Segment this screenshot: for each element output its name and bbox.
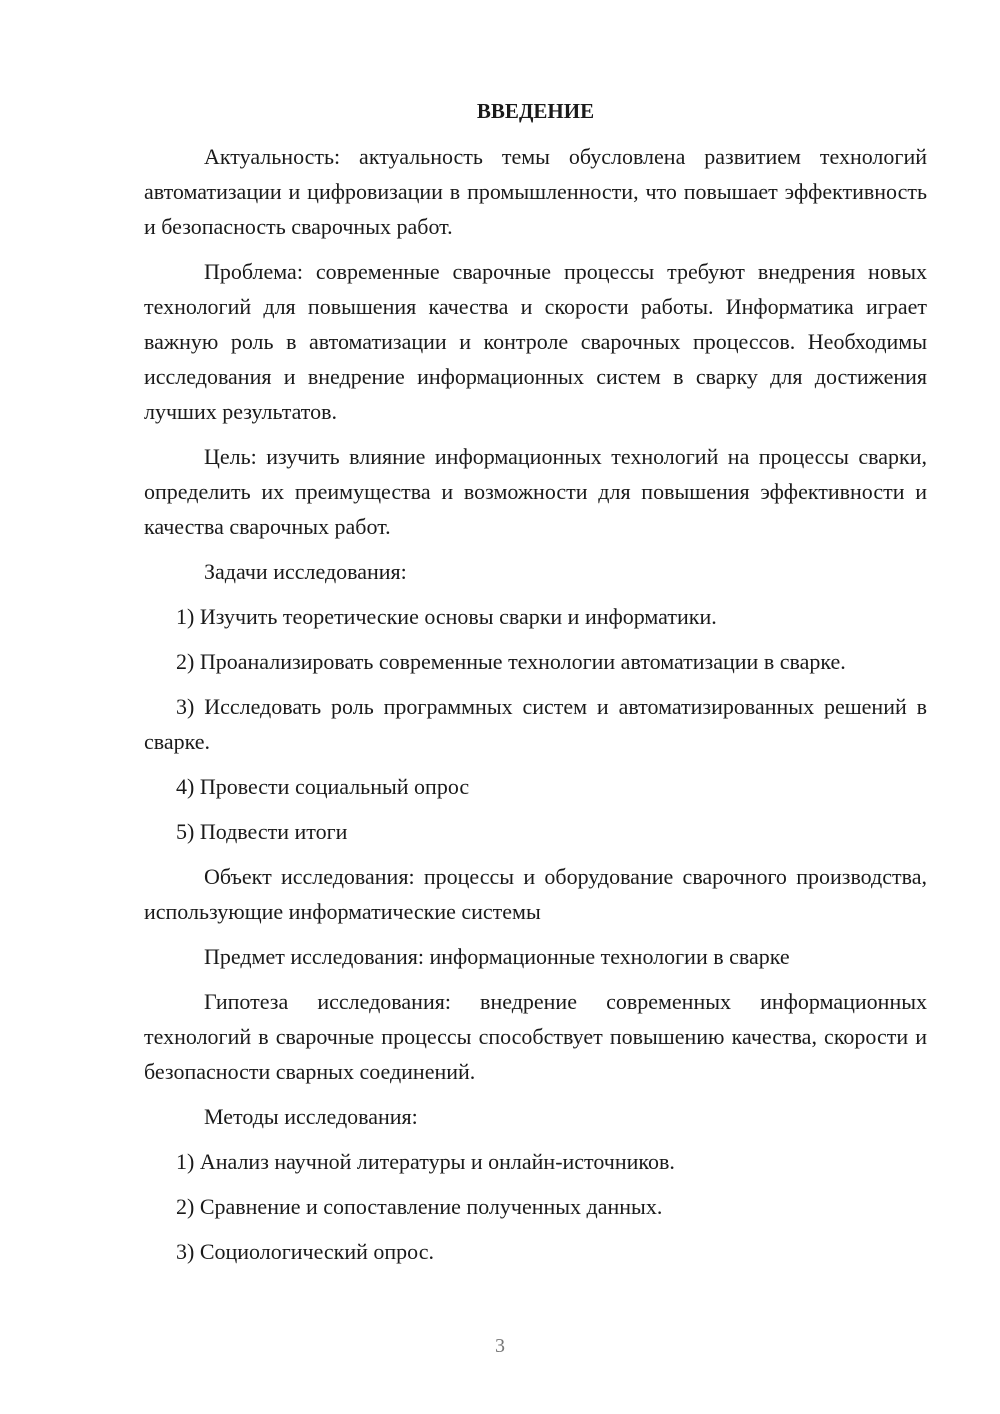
page-title: ВВЕДЕНИЕ: [476, 99, 595, 123]
paragraph-methods-heading: Методы исследования:: [204, 1104, 418, 1129]
list-item: 3) Исследовать роль программных систем и автоматизированных решений в сварке.: [144, 694, 927, 754]
page-number: 3: [495, 1335, 505, 1357]
list-item: 2) Проанализировать современные технологии автоматизации в сварке.: [176, 649, 846, 674]
paragraph-hypothesis: Гипотеза исследования: внедрение современных информационных технологий в сварочные процессы способствует повышению качества, скорости и безопасности сварных соединений.: [144, 989, 927, 1084]
paragraph-relevance: Актуальность: актуальность темы обусловлена развитием технологий автоматизации и цифровизации в промышленности, что повышает эффективность и безопасность сварочных работ.: [144, 144, 927, 239]
list-item: 3) Социологический опрос.: [176, 1239, 434, 1264]
list-item: 1) Анализ научной литературы и онлайн-источников.: [176, 1149, 675, 1174]
page-content: [144, 94, 927, 1279]
list-item: 5) Подвести итоги: [176, 819, 348, 844]
paragraph-tasks-heading: Задачи исследования:: [204, 559, 407, 584]
paragraph-object: Объект исследования: процессы и оборудование сварочного производства, использующие информатические системы: [144, 864, 927, 924]
list-item: 4) Провести социальный опрос: [176, 774, 470, 799]
paragraph-subject: Предмет исследования: информационные технологии в сварке: [204, 944, 790, 969]
list-item: 1) Изучить теоретические основы сварки и информатики.: [176, 604, 717, 629]
list-item: 2) Сравнение и сопоставление полученных данных.: [176, 1194, 663, 1219]
paragraph-goal: Цель: изучить влияние информационных технологий на процессы сварки, определить их преимущества и возможности для повышения эффективности и качества сварочных работ.: [144, 444, 927, 539]
paragraph-problem: Проблема: современные сварочные процессы требуют внедрения новых технологий для повышения качества и скорости работы. Информатика играет важную роль в автоматизации и контроле сварочных процессов. Необходимы исследования и внедрение информационных систем в сварку для достижения лучших результатов.: [144, 259, 927, 424]
